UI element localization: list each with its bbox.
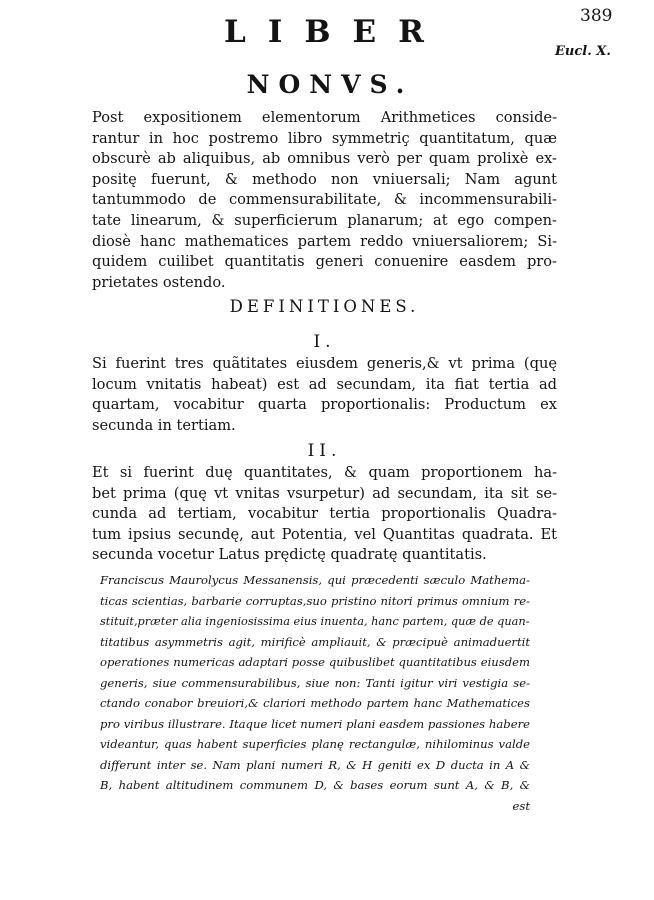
- text-line: differunt inter se. Nam plani numeri R, & H geniti ex D ducta in A &: [100, 757, 530, 772]
- text-line: generis, siue commensurabilibus, siue non: Tanti igitur viri vestigia se-: [100, 675, 530, 690]
- page-number: 389: [580, 6, 613, 26]
- text-line: stituit,præter alia ingeniosissima eius inuenta, hanc partem, quæ de quan-: [100, 614, 530, 628]
- text-line: secunda vocetur Latus prędictę quadratę quantitatis.: [92, 546, 487, 564]
- book-title: LIBER: [224, 14, 446, 50]
- text-line: Et si fuerint duę quantitates, & quam proportionem ha-: [92, 464, 557, 481]
- text-line: bet prima (quę vt vnitas vsurpetur) ad secundam, ita sit se-: [92, 484, 557, 502]
- text-line: operationes numericas adaptari posse quibuslibet quantitatibus eiusdem: [100, 655, 530, 669]
- text-line: tate linearum, & superficierum planarum; at ego compen-: [92, 211, 557, 229]
- catchword: est: [512, 798, 530, 813]
- text-line: cunda ad tertiam, vocabitur tertia proportionalis Quadra-: [92, 505, 557, 523]
- text-line: positę fuerunt, & methodo non vniuersali; Nam agunt: [92, 170, 557, 188]
- text-line: B, habent altitudinem communem D, & bases eorum sunt A, & B, &: [100, 778, 530, 792]
- book-number-title: NONVS.: [246, 70, 414, 99]
- text-line: Franciscus Maurolycus Messanensis, qui præcedenti sæculo Mathema-: [100, 573, 530, 587]
- definition-numeral: II.: [307, 441, 342, 461]
- text-line: ticas scientias, barbarie corruptas,suo pristino nitori primus omnium re-: [100, 593, 530, 608]
- text-line: ctando conabor breuiori,& clariori methodo partem hanc Mathematices: [100, 696, 530, 710]
- definition-numeral: I.: [313, 332, 336, 352]
- text-line: Post expositionem elementorum Arithmetices conside-: [92, 109, 557, 126]
- text-line: titatibus asymmetris agit, mirificè ampliauit, & præcipuè animaduertit: [100, 634, 530, 649]
- definitions-heading: DEFINITIONES.: [229, 297, 420, 316]
- text-line: prietates ostendo.: [92, 273, 226, 291]
- text-line: videantur, quas habent superficies planę rectangulæ, nihilominus valde: [100, 737, 530, 751]
- text-line: diosè hanc mathematices partem reddo vniuersaliorem; Si-: [92, 232, 557, 250]
- text-line: Si fuerint tres quãtitates eiusdem generis,& vt prima (quę: [92, 355, 557, 372]
- definition-2: [92, 463, 557, 566]
- scholion-paragraph: [100, 570, 530, 816]
- text-line: obscurè ab aliquibus, ab omnibus verò per quam prolixè ex-: [92, 150, 557, 168]
- text-line: tantummodo de commensurabilitate, & incommensurabili-: [92, 191, 557, 209]
- text-line: rantur in hoc postremo libro symmetriç quantitatum, quæ: [92, 129, 557, 147]
- text-line: quartam, vocabitur quarta proportionalis: Productum ex: [92, 396, 557, 414]
- text-line: secunda in tertiam.: [92, 416, 236, 434]
- intro-paragraph: [92, 108, 557, 293]
- margin-reference: Eucl. X.: [555, 44, 611, 59]
- definition-1: [92, 354, 557, 436]
- text-line: locum vnitatis habeat) est ad secundam, ita fiat tertia ad: [92, 375, 557, 393]
- text-line: quidem cuilibet quantitatis generi conuenire easdem pro-: [92, 253, 557, 271]
- text-line: tum ipsius secundę, aut Potentia, vel Quantitas quadrata. Et: [92, 525, 557, 543]
- text-line: pro viribus illustrare. Itaque licet numeri plani easdem passiones habere: [100, 716, 530, 731]
